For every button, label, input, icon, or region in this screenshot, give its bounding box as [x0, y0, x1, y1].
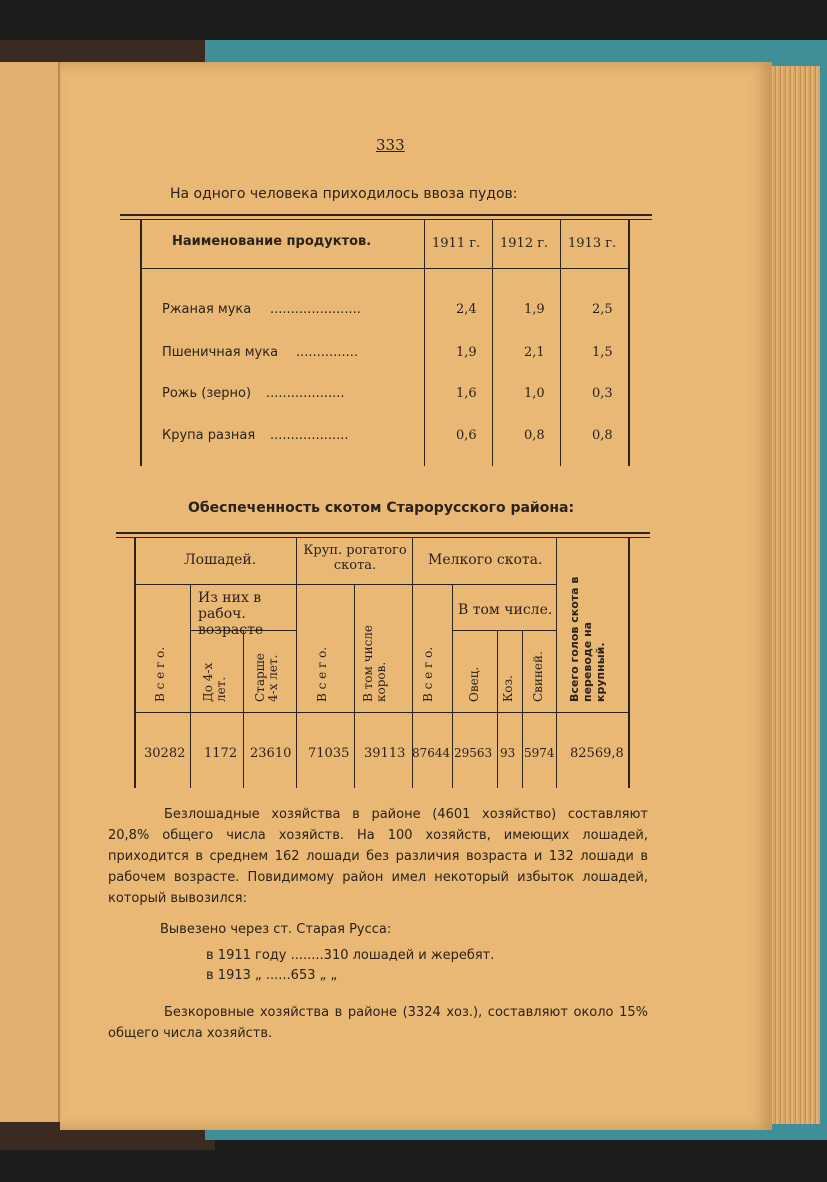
export-title: Вывезено через ст. Старая Русса:: [160, 922, 392, 937]
header-product: Наименование продуктов.: [172, 234, 372, 249]
export-1913: в 1913 „ ......653 „ „: [206, 968, 338, 983]
paragraph-cowless: Безкоровные хозяйства в районе (3324 хоз.), составляют около 15% общего числа хозяйств.: [108, 1005, 648, 1041]
export-1911: в 1911 году ........310 лошадей и жеребят.: [206, 948, 495, 963]
paragraph-horseless: Безлошадные хозяйства в районе (4601 хозяйство) составляют 20,8% общего числа хозяйств. На 100 хозяйств, имеющих лошадей, приходится в среднем 162 лошади без различия возраста и 132 лошади в рабочем возрасте. Повидимому район имел некоторый избыток лошадей, который вывозился:: [108, 807, 648, 906]
col-all-total: Всего голов скота в переводе на крупный.: [568, 576, 607, 702]
subgroup-working: Из них в рабоч. возрасте: [198, 590, 264, 638]
table2-caption: Обеспеченность скотом Старорусского района:: [188, 500, 575, 516]
page-content: 333 На одного человека приходилось ввоза пудов: Наименование продуктов. 1911 г. 1912 г. 1913 г. Ржаная мука ...................... 2,4 1,9 2,5 Пшеничная мука ............... 1,9 2,1 1,5 Рожь (зерно) ................... 1,6 1,0 0,3 Крупа разная ................... 0,6 0,8 0,8 Обеспеченность скотом Старорусского района: Лошадей. Круп. рогатого скота. Мелкого скота. Из них в рабоч. возрасте В том числе. В с е г о. До 4-х лет. Старше 4-х лет. В с е г о. В том числе коров. В с е г о. Овец. Коз. Свиней. Всего голов скота в переводе на крупный. 30282 1172 23610 71035 39113 87644 29563 93 5974 82569,8 Безлошадные хозяйства в районе (4601 хозяйство) составляют 20,8% общего числа хозяйств. На 100 хозяйств, имеющих лошадей, приходится в среднем 162 лошади без различия возраста и 132 лошади в рабочем возрасте. Повидимому район имел некоторый избыток лошадей, который вывозился: Вывезено через ст. Старая Русса: в 1911 году ........310 лошадей и жеребят. в 1913 „ ......653 „ „ Безкоровные хозяйства в районе (3324 хоз.), составляют около 15% общего числа хозяйств.: [60, 62, 772, 1130]
header-1911: 1911 г.: [432, 236, 481, 251]
subgroup-incl: В том числе.: [458, 602, 553, 618]
header-1913: 1913 г.: [568, 236, 617, 251]
book-page: [60, 62, 772, 1130]
page-edges: [768, 66, 820, 1124]
col-h-under4: До 4-х лет.: [201, 662, 228, 702]
group-cattle: Круп. рогатого скота.: [303, 543, 407, 573]
table1-caption: На одного человека приходилось ввоза пудов:: [170, 186, 518, 202]
col-s-total: В с е г о.: [421, 646, 435, 702]
group-small: Мелкого скота.: [428, 552, 543, 568]
page-number: 333: [376, 136, 405, 154]
header-1912: 1912 г.: [500, 236, 549, 251]
left-page-edge: [0, 62, 60, 1122]
col-h-over4: Старше 4-х лет.: [253, 653, 280, 702]
col-s-sheep: Овец.: [467, 666, 481, 702]
col-c-total: В с е г о.: [315, 646, 329, 702]
col-c-cows: В том числе коров.: [361, 624, 388, 702]
col-s-pigs: Свиней.: [531, 651, 545, 702]
group-horses: Лошадей.: [184, 552, 257, 568]
col-s-goats: Коз.: [501, 675, 515, 702]
col-h-total: В с е г о.: [153, 646, 167, 702]
